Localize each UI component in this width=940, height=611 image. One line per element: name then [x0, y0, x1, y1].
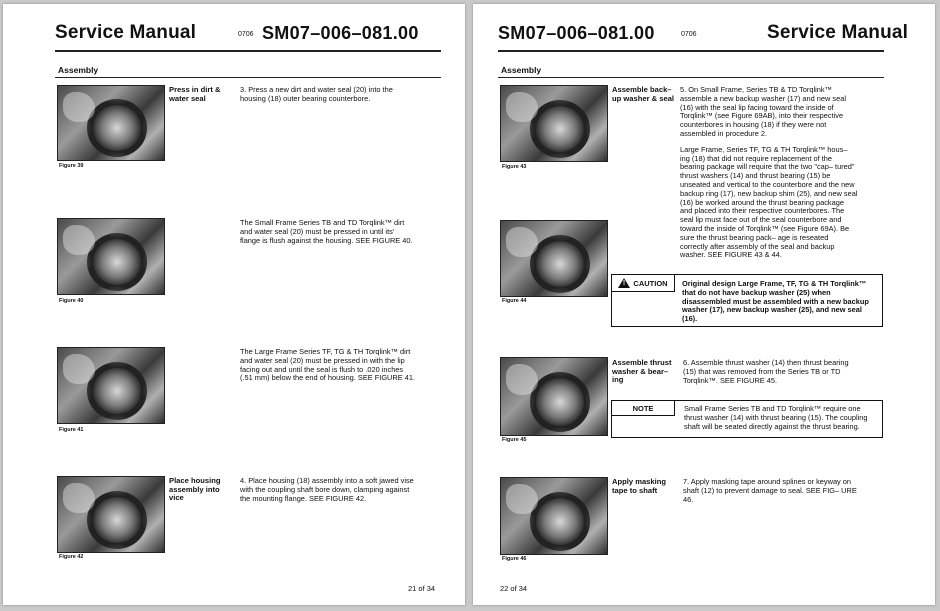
- note-text: Small Frame Series TB and TD Torqlink™ require one thrust washer (14) with thrust bearing (15). The coupling shaft will be seated directly against the thrust bearing.: [684, 404, 868, 431]
- header-code: 0706: [681, 31, 697, 38]
- page-number: 22 of 34: [500, 584, 528, 593]
- step-text: The Large Frame Series TF, TG & TH Torqlink™ dirt and water seal (20) must be pressed in with the lip facing out and until the seal is flush to .020 inches (.51 mm) below the end of housing. SEE FIGURE 41.: [240, 347, 415, 383]
- step-paragraph: 5. On Small Frame, Series TB & TD Torqlink™ assemble a new backup washer (17) and new seal (16) with the seal lip facing toward the inside of Torqlink™ (see Figure 69AB), into their respective counterbores in housing (18) if they were not assembled in procedure 2.: [680, 85, 846, 138]
- figure-caption: Figure 44: [502, 298, 527, 304]
- step-text: 3. Press a new dirt and water seal (20) into the housing (18) outer bearing counterbore.: [240, 85, 393, 103]
- step-text: The Small Frame Series TB and TD Torqlink™ dirt and water seal (20) must be pressed in until its' flange is flush against the housing. SEE FIGURE 40.: [240, 218, 413, 245]
- side-heading: Place housing assembly into vice: [169, 476, 221, 502]
- right-page: [473, 4, 935, 605]
- header-rule: [498, 50, 884, 52]
- side-heading: Assemble back– up washer & seal: [612, 85, 675, 103]
- note-label: NOTE: [612, 401, 675, 416]
- caution-label-cell: [612, 275, 675, 292]
- section-label: Assembly: [501, 65, 542, 75]
- figure-45-photo: [500, 357, 608, 436]
- side-heading: Assemble thrust washer & bear– ing: [612, 358, 672, 384]
- figure-caption: Figure 42: [59, 554, 84, 560]
- step-text: [680, 86, 858, 267]
- step-text: 7. Apply masking tape around splines or keyway on shaft (12) to prevent damage to seal. SEE FIG– URE 46.: [683, 477, 857, 504]
- figure-caption: Figure 40: [59, 298, 84, 304]
- figure-40-photo: [57, 218, 165, 295]
- warning-triangle-icon: !: [618, 278, 630, 288]
- figure-caption: Figure 39: [59, 163, 84, 169]
- section-rule: [55, 77, 441, 78]
- figure-41-photo: [57, 347, 165, 424]
- figure-42-photo: [57, 476, 165, 553]
- figure-46-photo: [500, 477, 608, 555]
- section-label: Assembly: [58, 65, 99, 75]
- page-title: Service Manual: [767, 22, 909, 43]
- document-number: SM07–006–081.00: [262, 23, 419, 43]
- figure-39-photo: [57, 85, 165, 161]
- side-heading: Apply masking tape to shaft: [612, 477, 667, 495]
- step-text: 6. Assemble thrust washer (14) then thrust bearing (15) that was removed from the Series TB or TD Torqlink™. SEE FIGURE 45.: [683, 358, 849, 385]
- header-rule: [55, 50, 441, 52]
- note-box: [611, 400, 883, 438]
- header-code: 0706: [238, 31, 254, 38]
- figure-44-photo: [500, 220, 608, 297]
- figure-caption: Figure 45: [502, 437, 527, 443]
- document-number: SM07–006–081.00: [498, 23, 655, 43]
- figure-43-photo: [500, 85, 608, 162]
- figure-caption: Figure 46: [502, 556, 527, 562]
- page-title: Service Manual: [55, 22, 197, 43]
- step-text: 4. Place housing (18) assembly into a soft jawed vise with the coupling shaft bore down, clamping against the mounting flange. SEE FIGURE 42.: [240, 476, 414, 503]
- page-number: 21 of 34: [408, 584, 436, 593]
- caution-box: [611, 274, 883, 327]
- caution-label: CAUTION: [633, 278, 668, 288]
- figure-caption: Figure 41: [59, 427, 84, 433]
- figure-caption: Figure 43: [502, 164, 527, 170]
- caution-text: Original design Large Frame, TF, TG & TH Torqlink™ that do not have backup washer (25) when disassembled must be assembled with a new backup washer (17), new backup washer (25), and new seal (16).: [682, 279, 869, 324]
- side-heading: Press in dirt & water seal: [169, 85, 221, 103]
- left-page: [3, 4, 465, 605]
- step-paragraph: Large Frame, Series TF, TG & TH Torqlink™ hous– ing (18) that did not require replacement of the bearing package will require that the two "cap– tured" thrust washers (14) and thrust bearing (15) be unseated and vertical to the counterbore and the new backup ring (17), new backup shim (25), and new seal (16) be worked around the thrust bearing package and placed into their respective counterbores. The seal lip must face out of the seal counterbore and toward the inside of Torqlink™ (see Figure 69A). Be sure the thrust bearing pack– age is reseated correctly after assembly of the seal and backup washer. SEE FIGURE 43 & 44.: [680, 144, 858, 260]
- section-rule: [498, 77, 884, 78]
